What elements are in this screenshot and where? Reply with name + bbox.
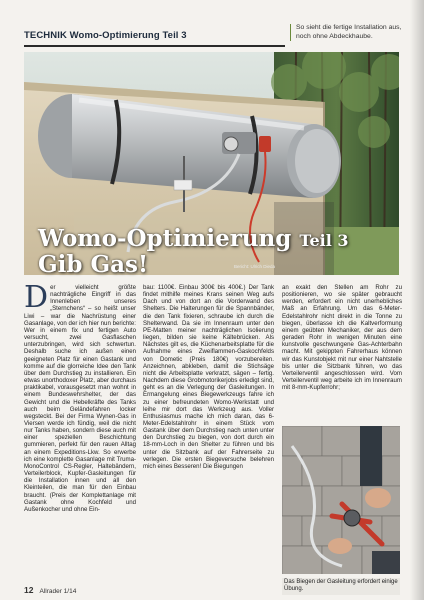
header-rule [24,45,285,47]
photo-credit: Bericht: Ulrich Dieda [234,264,276,269]
article-column-3: an exakt den Stellen am Rohr zu positionieren, wo sie später gebraucht werden, erfordert ein nicht unerhebliches Maß an Erfahrung. Um das 6-Meter-Edelstahlrohr nicht direkt in die Tonne zu biegen, überlasse ich die Kaltverformung einem geübten Mechaniker, der aus dem geraden Rohr in wenigen Minuten eine kunstvolle geschwungene Gas-Achterbahn macht. Mit gekippten Fahrerhaus können wir das Kunstobjekt mit nur einer Nahtstelle bis unter die Sitzbank führen, wo das Verteilerventil angeschlossen wird. Vom Verteilerventil weg arbeite ich im Innenraum mit 8-mm-Kupferrohr; [282,284,402,392]
column-1-text: er vielleicht größte nachträgliche Eingriff in das Innenleben unseres „Sternchens“ – so heißt unser Liwi – war die Nachrüstung einer Gasanlage, von der ich hier nun berichte: Wer in einem fix und fertigen Auto versucht, zwei Gasflaschen unterzubringen, wird sich schwertun. Deshalb suche ich außen einen geeigneten Platz für einen Gastank und komme auf die glorreiche Idee den Tank über dem Durchstieg zu installieren. Ein etwas unorthodoxer Platz, aber durchaus praktikabel, vorausgesetzt man wohnt in einem Bundeswehrshelter, der das Gewicht und die Hebelkräfte des Tanks auch beim Geländefahren locker wegsteckt. Bei der Firma Wynen-Gas in Viersen werde ich fündig, weil die nicht nur Tanks haben, sondern diese auch mit einer speziellen Beschichtung gummieren, perfekt für den rauen Alltag an einem Expeditions-Lkw. So erwerbe ich eine komplette Gasanlage mit Truma-MonoControl CS-Regler, Haltebändern, Verteilerblock, Kupfer-Gasleitungen für die Installation innen und all den Kleinteilen, die man für den Einbau braucht. (Preis der Komplettanlage mit Gastank ohne Kochfeld und Außenkocher und ohne Ein- [24,284,136,513]
headline-line-1: Womo-Optimierung [38,225,292,252]
drop-cap: D [24,280,49,315]
article-column-2: bau: 1100€. Einbau 300€ bis 400€.) Der Tank findet mithilfe meines Krans seinen Weg aufs Dach und von dort an die Vorderwand des Shelters. Die Halterungen für die Spannbänder, die den Tank fixieren, schraube ich durch die Shelterwand. Da sie im Innenraum unter den PE-Matten meiner nachträglichen Isolierung liegen, bilden sie keine Kältebrücken. Als Nächstes gilt es, die Küchenarbeitsplatte für die Aufnahme eines Zweiflammen-Gaskochfelds von Dometic (Preis 180€) vorzubereiten. Anzeichnen, abkleben, damit die Stichsäge nicht die Arbeitsplatte verkratzt, sägen – fertig. Nachdem diese Grobmotorikerjobs erledigt sind, geht es an die Verlegung der Gasleitungen. In Ermangelung eines Biegewerkzeugs fahre ich zu einer befreundeten Womo-Werkstatt und leihe mir dort das Werkzeug aus. Voller Enthusiasmus mache ich mich daran, das 6-Meter-Edelstahlrohr in einem Stück vom Gastank über dem Durchstieg nach unten unter den Durchstieg zu biegen, von dort durch ein 18-mm-Loch in den Shelter zu führen und bis unter die Sitzbank auf der Fahrerseite zu verlegen. Die ersten Biegeversuche belehren mich eines Besseren! Die Biegungen [143,284,274,470]
headline-line-2: Gib Gas! [38,251,149,278]
headline-part-label: Teil 3 [299,231,349,250]
top-photo-caption: So sieht die fertige Installation aus, noch ohne Abdeckhaube. [290,24,408,41]
inset-photo [282,426,400,574]
section-header: TECHNIK Womo-Optimierung Teil 3 [24,30,187,41]
magazine-issue: Allrader 1/14 [39,588,77,595]
article-column-1 [24,280,136,513]
bottom-photo-caption: Das Biegen der Gasleitung erfordert einige Übung. [282,578,400,595]
article-headline [38,226,348,277]
page-footer [24,585,76,595]
page-number: 12 [24,585,34,595]
page-spine-shadow [410,0,424,600]
pipe-bending-photo [282,426,400,574]
